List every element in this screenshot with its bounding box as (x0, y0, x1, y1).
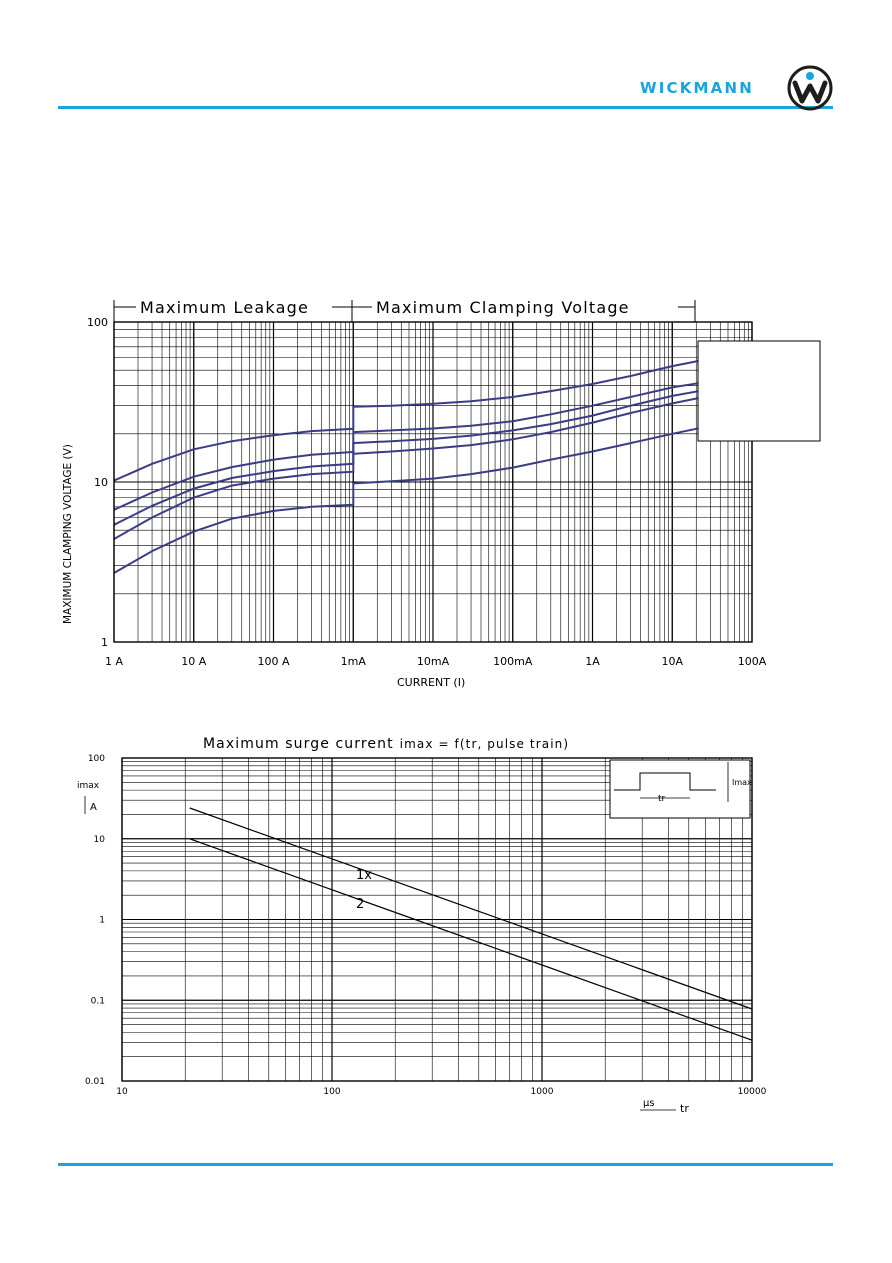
c1-x-tick-label: 100A (737, 655, 767, 668)
c2-x-axis-label: μs (643, 1098, 655, 1109)
c2-x-tick-label: 1000 (530, 1087, 554, 1097)
c2-series-group (190, 808, 752, 1040)
c1-y-axis-label: MAXIMUM CLAMPING VOLTAGE (V) (62, 444, 74, 624)
c2-x-tick-label: 10000 (737, 1087, 767, 1097)
c2-y-axis-label: imax (77, 781, 100, 791)
c1-region-label-leakage: Maximum Leakage (140, 298, 309, 317)
c2-x-tick-label: 100 (323, 1087, 341, 1097)
c2-y-tick-label: 0.1 (90, 996, 105, 1007)
brand-logo-icon (786, 64, 834, 112)
c1-y-tick-label: 100 (87, 316, 108, 329)
c2-y-axis-unit: A (90, 802, 97, 813)
c2-y-tick-label: 100 (87, 754, 105, 764)
c1-legend-box (698, 341, 820, 441)
c2-inset-box (610, 760, 750, 818)
c2-series-line-2 (190, 839, 752, 1040)
c1-x-tick-label: 10 A (181, 655, 207, 668)
c1-x-tick-label: 10A (661, 655, 684, 668)
c2-inset-width-label: tr (658, 794, 666, 804)
c2-title-main: Maximum surge current (203, 736, 394, 752)
c2-y-tick-label: 1 (99, 915, 105, 926)
c2-series-label-2: 2 (356, 897, 365, 912)
c2-inset-height-label: Imax (732, 778, 752, 787)
c2-title (203, 736, 569, 752)
c2-y-tick-label: 10 (93, 834, 105, 845)
clamping-voltage-chart (0, 290, 892, 710)
c1-y-tick-label: 10 (94, 476, 108, 489)
c1-y-tick-label: 1 (101, 636, 108, 649)
header-rule (58, 106, 833, 109)
c2-y-tick-label: 0.01 (84, 1077, 105, 1087)
footer-rule (58, 1163, 833, 1166)
c1-x-tick-label: 1A (585, 655, 600, 668)
surge-current-chart (0, 730, 892, 1120)
c2-series-line-1 (190, 808, 752, 1009)
c1-x-tick-label: 1 A (104, 655, 124, 668)
c2-title-formula: imax = f(tr, pulse train) (399, 737, 570, 751)
c1-x-tick-label: 1mA (340, 655, 366, 668)
c1-x-tick-label: 10mA (416, 655, 450, 668)
c1-x-tick-label: 100 A (257, 655, 290, 668)
c2-x-tick-label: 10 (116, 1087, 128, 1097)
c2-x-axis-symbol: tr (680, 1102, 689, 1115)
brand-name: WICKMANN (640, 79, 755, 97)
c2-series-label-1x: 1x (356, 868, 372, 883)
c1-region-label-clamping: Maximum Clamping Voltage (376, 298, 630, 317)
c1-x-tick-label: 100mA (493, 655, 533, 668)
c1-x-axis-label: CURRENT (I) (397, 676, 466, 689)
